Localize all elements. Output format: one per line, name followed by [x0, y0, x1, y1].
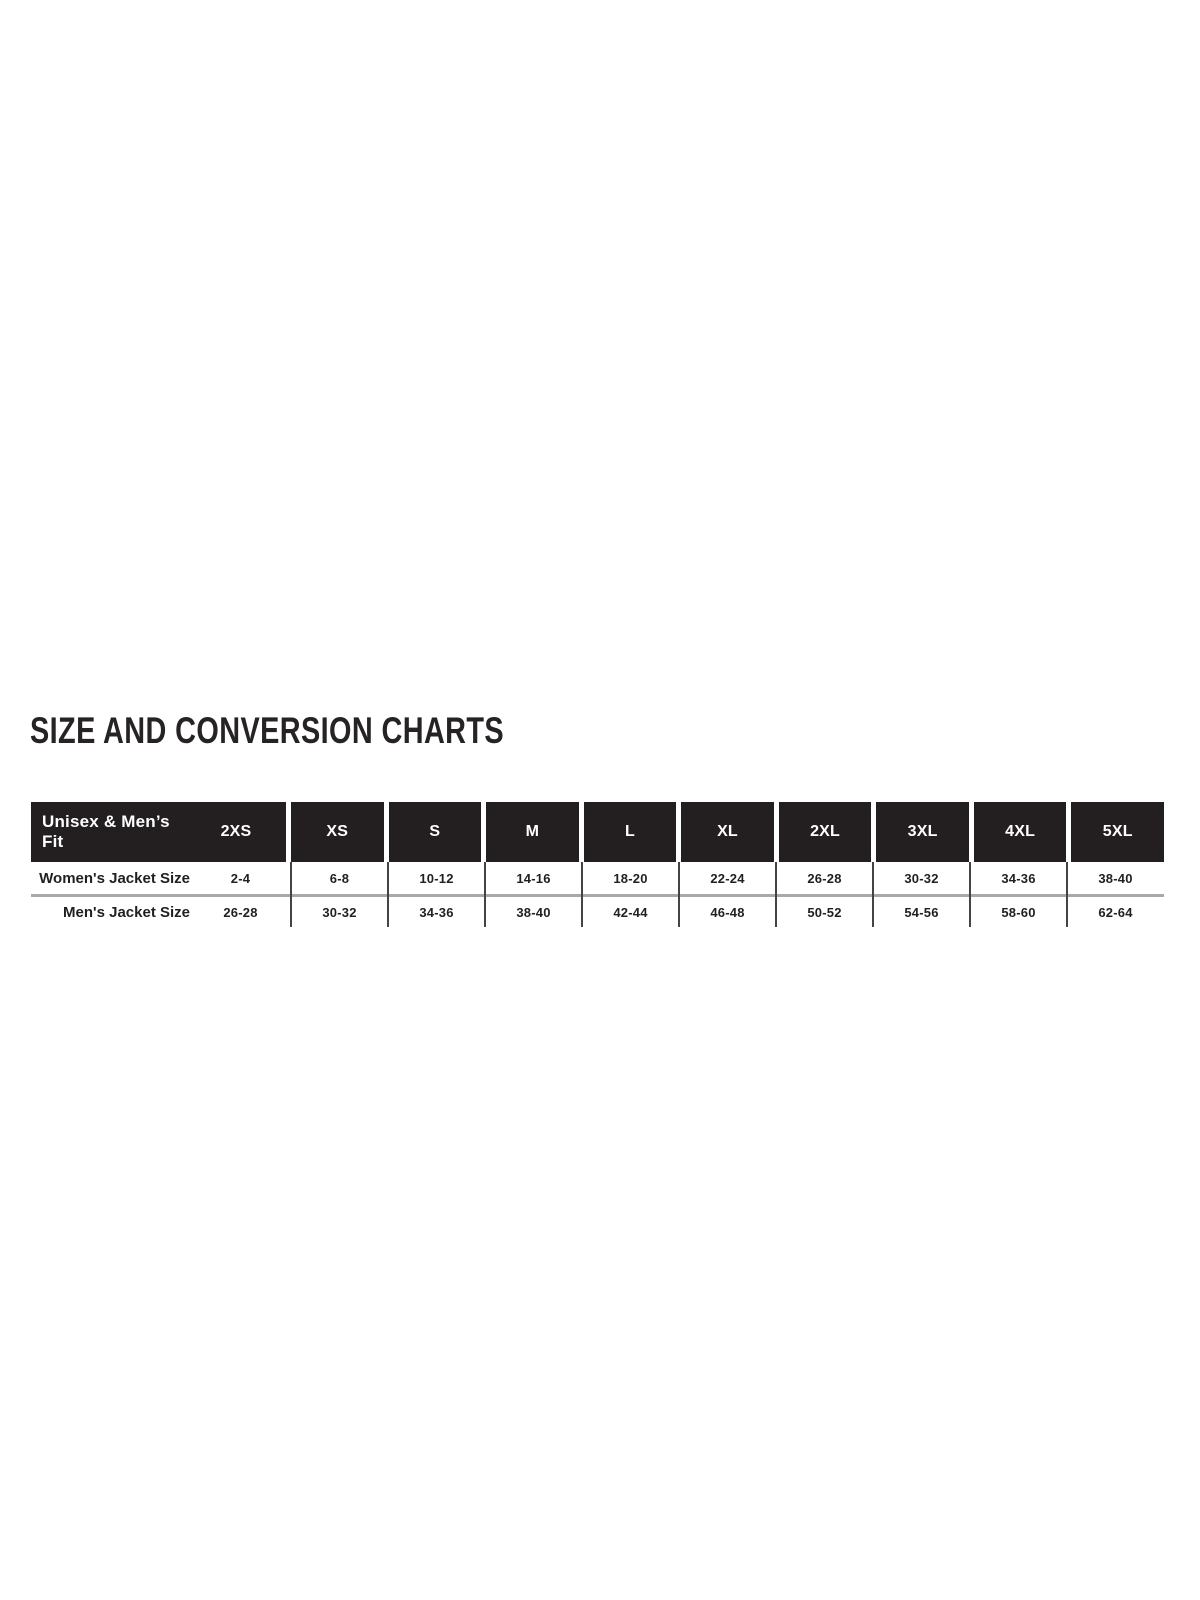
column-divider-line [484, 862, 486, 927]
size-value-cell: 34-36 [419, 904, 454, 920]
size-value-cell: 22-24 [710, 870, 745, 886]
size-value-cell: 46-48 [710, 904, 745, 920]
column-divider-line [969, 862, 971, 927]
size-value-cell: 42-44 [613, 904, 648, 920]
column-divider-line [290, 862, 292, 927]
column-header-2xs: 2XS [220, 823, 252, 840]
table-row-mens [31, 897, 1164, 927]
size-value-cell: 18-20 [613, 870, 648, 886]
column-header-4xl: 4XL [974, 802, 1067, 862]
size-value-cell: 30-32 [322, 904, 357, 920]
table-body [31, 862, 1164, 927]
size-value-cell: 26-28 [807, 870, 842, 886]
column-header-3xl: 3XL [876, 802, 969, 862]
column-header-2xl: 2XL [779, 802, 872, 862]
column-divider-line [678, 862, 680, 927]
size-value-cell: 50-52 [807, 904, 842, 920]
size-value-cell: 62-64 [1098, 904, 1133, 920]
column-divider-line [1066, 862, 1068, 927]
size-value-cell: 34-36 [1001, 870, 1036, 886]
size-value-cell: 30-32 [904, 870, 939, 886]
size-value-cell: 38-40 [516, 904, 551, 920]
column-divider-line [775, 862, 777, 927]
page-title: SIZE AND CONVERSION CHARTS [30, 710, 505, 751]
corner-header-label: Unisex & Men’s Fit [42, 812, 170, 851]
size-value-cell: 26-28 [223, 904, 258, 920]
column-header-xs: XS [291, 802, 384, 862]
size-value-cell: 54-56 [904, 904, 939, 920]
size-value-cell: 14-16 [516, 870, 551, 886]
table-row-womens [31, 862, 1164, 894]
corner-header-cell [31, 802, 286, 862]
size-value-cell: 58-60 [1001, 904, 1036, 920]
size-conversion-table [31, 802, 1164, 927]
table-header-row [31, 802, 1164, 862]
column-header-l: L [584, 802, 677, 862]
column-header-m: M [486, 802, 579, 862]
column-header-xl: XL [681, 802, 774, 862]
size-value-cell: 38-40 [1098, 870, 1133, 886]
column-header-5xl: 5XL [1071, 802, 1164, 862]
row-label: Men's Jacket Size [63, 903, 190, 921]
column-divider-line [872, 862, 874, 927]
size-value-cell: 2-4 [230, 870, 251, 886]
column-header-s: S [389, 802, 482, 862]
column-divider-line [387, 862, 389, 927]
size-value-cell: 10-12 [419, 870, 454, 886]
column-divider-line [581, 862, 583, 927]
size-value-cell: 6-8 [329, 870, 350, 886]
row-label: Women's Jacket Size [39, 869, 190, 887]
